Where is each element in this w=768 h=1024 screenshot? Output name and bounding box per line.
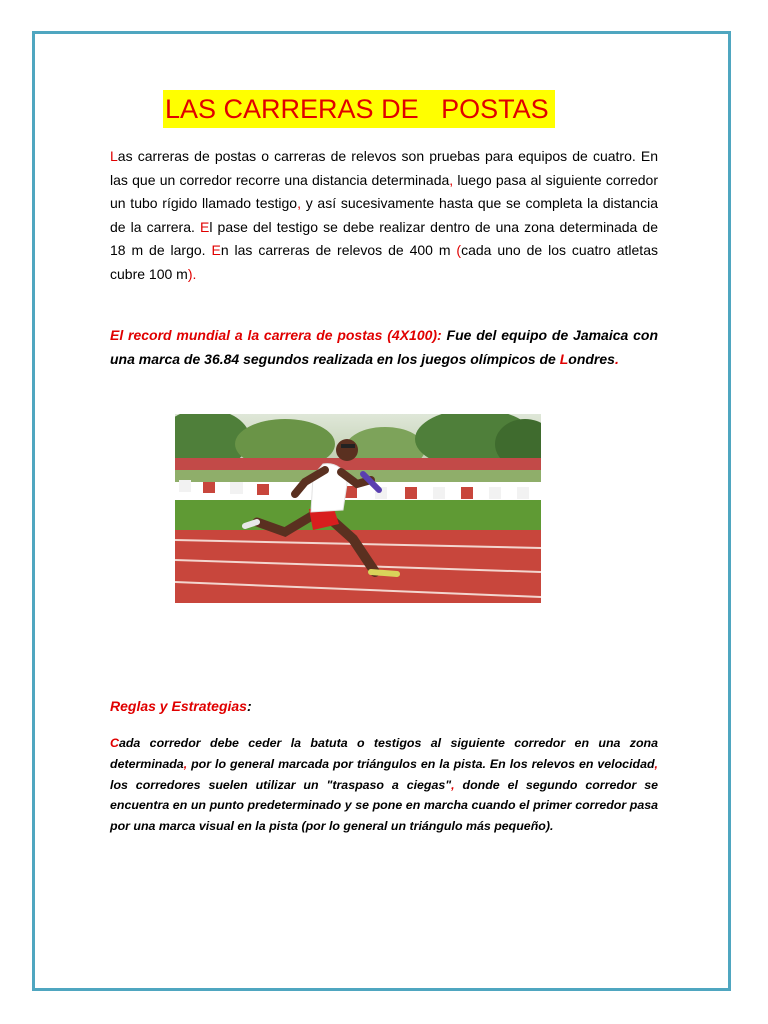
record-text-2: ondres: [568, 350, 615, 367]
record-text-1: Fue del equipo de Jamaica con una marca de 36.84 segundos realizada en los juegos olímpicos de: [110, 327, 658, 367]
page-title: LAS CARRERAS DE POSTAS: [163, 90, 555, 128]
rules-heading: [110, 698, 252, 714]
intro-red-paren-close: ).: [187, 265, 197, 282]
intro-text-2: luego pasa al siguiente corredor un tubo rígido llamado testigo: [110, 171, 658, 211]
rules-initial: C: [110, 736, 119, 750]
rules-heading-colon: :: [246, 698, 252, 714]
intro-initial: L: [110, 148, 118, 164]
rules-red-comma-1: ,: [183, 756, 188, 771]
rules-heading-text: Reglas y Estrategias: [110, 698, 247, 714]
sprinter-illustration: [175, 414, 541, 603]
record-red-period: .: [614, 350, 619, 367]
record-paragraph: [110, 324, 658, 371]
sprinter-photo: [175, 414, 541, 603]
rules-text-3: los corredores suelen utilizar un "traspaso a ciegas": [110, 777, 452, 792]
intro-text-4: l pase del testigo se debe realizar dentro de una zona determinada de 18 m de largo.: [110, 218, 659, 258]
rules-paragraph: [110, 733, 658, 837]
intro-text-1: as carreras de postas o carreras de relevos son pruebas para equipos de cuatro. En las que un corredor recorre una distancia determinada: [110, 148, 658, 188]
rules-text-2: por lo general marcada por triángulos en la pista. En los relevos en velocidad: [187, 756, 655, 771]
intro-red-comma-2: ,: [297, 195, 301, 211]
intro-paragraph: [110, 145, 658, 286]
rules-text-1: ada corredor debe ceder la batuta o testigos al siguiente corredor en una zona determinada: [110, 736, 658, 771]
intro-red-letter-2: E: [211, 242, 221, 258]
rules-red-comma-3: ,: [451, 777, 455, 792]
record-label: El record mundial a la carrera de postas (4X100):: [110, 327, 442, 343]
intro-text-5: n las carreras de relevos de 400 m: [220, 242, 457, 258]
intro-text-6: cada uno de los cuatro atletas cubre 100 m: [110, 242, 658, 282]
intro-red-letter-1: E: [199, 218, 210, 235]
rules-red-comma-2: ,: [654, 756, 658, 771]
intro-red-comma-1: ,: [449, 171, 454, 188]
intro-text-3: y así sucesivamente hasta que se completa la distancia de la carrera.: [110, 195, 658, 235]
distant-track: [175, 458, 541, 470]
grass: [175, 500, 541, 530]
intro-red-paren-open: (: [456, 242, 462, 258]
rules-text-4: donde el segundo corredor se encuentra en un punto predeterminado y se pone en marcha cuando el primer corredor pasa por una marca visual en la pista (por lo general un triángulo más pequeño).: [110, 777, 658, 834]
record-red-letter: L: [559, 350, 569, 367]
